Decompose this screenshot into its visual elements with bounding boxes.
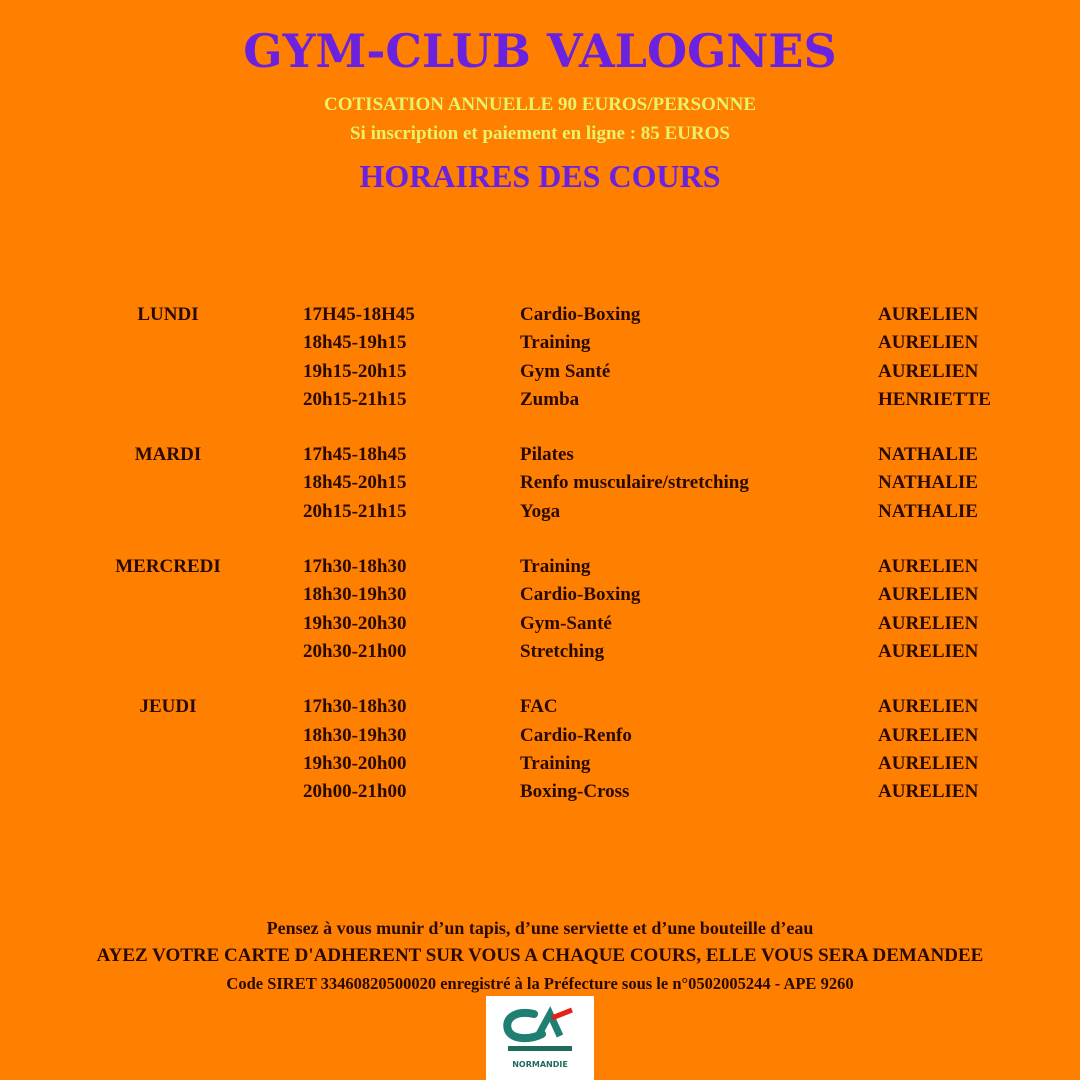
- session-row: [0, 389, 1080, 417]
- session-time: 17h30-18h30: [303, 556, 407, 578]
- session-row: [0, 361, 1080, 389]
- coach-name: AURELIEN: [878, 696, 979, 718]
- course-name: Training: [520, 556, 591, 578]
- session-row: [0, 696, 1080, 724]
- club-title: GYM-CLUB VALOGNES: [243, 24, 837, 78]
- course-name: Cardio-Boxing: [520, 304, 641, 325]
- session-row: [0, 444, 1080, 472]
- session-time: 19h30-20h00: [303, 752, 407, 774]
- course-name: Training: [520, 752, 591, 774]
- session-row: [0, 641, 1080, 669]
- course-name: Stretching: [520, 640, 605, 662]
- course-name: Gym Santé: [520, 360, 611, 382]
- day-label: JEUDI: [139, 696, 197, 718]
- course-name: Cardio-Boxing: [520, 584, 641, 606]
- session-row: [0, 501, 1080, 529]
- coach-name: AURELIEN: [878, 781, 979, 803]
- course-name: Pilates: [520, 444, 574, 466]
- session-time: 17h45-18h45: [303, 444, 407, 466]
- course-name: Renfo musculaire/stretching: [520, 472, 749, 494]
- coach-name: NATHALIE: [878, 500, 978, 522]
- course-name: Training: [520, 332, 591, 354]
- session-time: 20h30-21h00: [303, 640, 407, 662]
- credit-agricole-logo-icon: [486, 996, 594, 1058]
- session-row: [0, 613, 1080, 641]
- card-notice: AYEZ VOTRE CARTE D'ADHERENT SUR VOUS A CHAQUE COURS, ELLE VOUS SERA DEMANDEE: [96, 945, 984, 966]
- coach-name: HENRIETTE: [878, 388, 991, 410]
- coach-name: AURELIEN: [878, 612, 979, 634]
- coach-name: NATHALIE: [878, 472, 978, 494]
- course-name: Gym-Santé: [520, 612, 612, 634]
- session-row: [0, 753, 1080, 781]
- reminder-text: Pensez à vous munir d’un tapis, d’une serviette et d’une bouteille d’eau: [266, 918, 814, 938]
- day-block: [0, 444, 1080, 529]
- coach-name: AURELIEN: [878, 360, 979, 382]
- session-time: 19h15-20h15: [303, 360, 407, 382]
- session-time: 18h30-19h30: [303, 584, 407, 606]
- coach-name: AURELIEN: [878, 640, 979, 662]
- sponsor-logo: [486, 996, 594, 1080]
- annual-fee: COTISATION ANNUELLE 90 EUROS/PERSONNE: [324, 94, 756, 115]
- session-time: 19h30-20h30: [303, 612, 407, 634]
- coach-name: AURELIEN: [878, 752, 979, 774]
- session-row: [0, 332, 1080, 360]
- session-time: 18h30-19h30: [303, 724, 407, 746]
- course-name: FAC: [520, 696, 558, 718]
- course-name: Boxing-Cross: [520, 781, 630, 803]
- day-label: MERCREDI: [115, 556, 221, 578]
- session-time: 18h45-19h15: [303, 332, 407, 354]
- coach-name: NATHALIE: [878, 444, 978, 466]
- schedule-heading: HORAIRES DES COURS: [359, 158, 721, 194]
- session-time: 17h30-18h30: [303, 696, 407, 718]
- coach-name: AURELIEN: [878, 304, 979, 325]
- session-row: [0, 472, 1080, 500]
- schedule-table: [0, 304, 1080, 836]
- session-row: [0, 556, 1080, 584]
- day-block: [0, 696, 1080, 809]
- day-label: LUNDI: [137, 304, 199, 325]
- session-row: [0, 781, 1080, 809]
- course-name: Yoga: [520, 500, 561, 522]
- session-time: 20h15-21h15: [303, 500, 407, 522]
- coach-name: AURELIEN: [878, 332, 979, 354]
- coach-name: AURELIEN: [878, 724, 979, 746]
- day-label: MARDI: [134, 444, 202, 466]
- online-fee: Si inscription et paiement en ligne : 85 EUROS: [349, 123, 730, 144]
- day-block: [0, 304, 1080, 417]
- session-row: [0, 304, 1080, 332]
- coach-name: AURELIEN: [878, 556, 979, 578]
- day-block: [0, 556, 1080, 669]
- course-name: Cardio-Renfo: [520, 724, 632, 746]
- session-row: [0, 584, 1080, 612]
- session-time: 17H45-18H45: [303, 304, 415, 325]
- session-time: 20h15-21h15: [303, 388, 407, 410]
- sponsor-region: NORMANDIE: [512, 1060, 568, 1069]
- coach-name: AURELIEN: [878, 584, 979, 606]
- session-time: 20h00-21h00: [303, 781, 407, 803]
- session-time: 18h45-20h15: [303, 472, 407, 494]
- legal-text: Code SIRET 33460820500020 enregistré à la Préfecture sous le n°0502005244 - APE 9260: [226, 974, 854, 993]
- session-row: [0, 725, 1080, 753]
- course-name: Zumba: [520, 388, 580, 410]
